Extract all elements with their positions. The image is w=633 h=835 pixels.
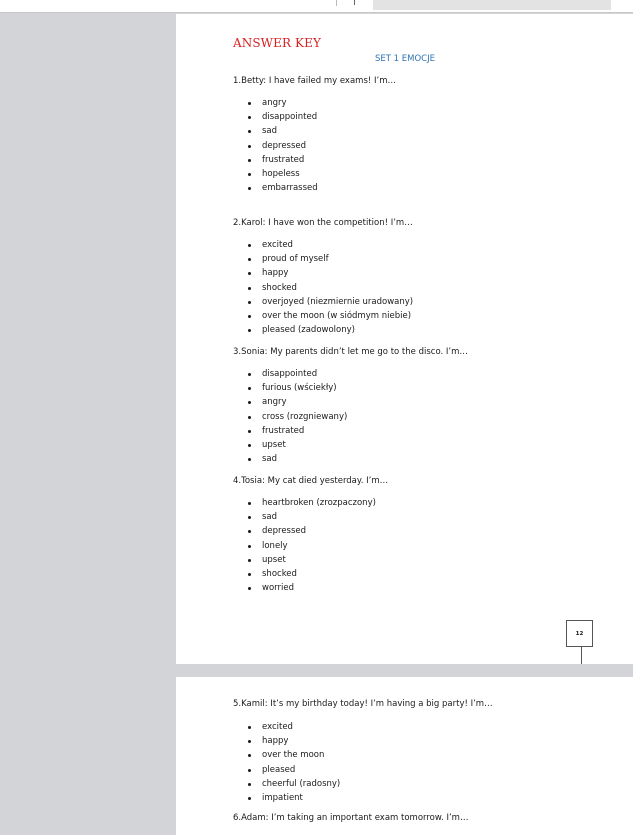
answer-list-2 xyxy=(233,238,413,337)
list-item: lonely xyxy=(233,539,376,553)
list-item: upset xyxy=(233,438,347,452)
list-item: disappointed xyxy=(233,367,347,381)
answer-list-1 xyxy=(233,96,318,195)
list-item: shocked xyxy=(233,281,413,295)
answer-key-heading: ANSWER KEY xyxy=(233,36,321,50)
list-item: impatient xyxy=(233,791,340,805)
document-page-1 xyxy=(176,14,633,664)
list-item: worried xyxy=(233,581,376,595)
list-item: sad xyxy=(233,124,318,138)
answer-list-3 xyxy=(233,367,347,466)
set-title: SET 1 EMOCJE xyxy=(375,54,435,64)
list-item: sad xyxy=(233,452,347,466)
list-item: proud of myself xyxy=(233,252,413,266)
list-item: cheerful (radosny) xyxy=(233,777,340,791)
question-2: 2.Karol: I have won the competition! I’m… xyxy=(233,218,413,228)
list-item: furious (wściekły) xyxy=(233,381,347,395)
question-6: 6.Adam: I’m taking an important exam tomorrow. I’m… xyxy=(233,813,469,823)
viewer-toolbar xyxy=(0,0,633,13)
list-item: overjoyed (niezmiernie uradowany) xyxy=(233,295,413,309)
list-item: pleased (zadowolony) xyxy=(233,323,413,337)
list-item: angry xyxy=(233,395,347,409)
list-item: sad xyxy=(233,510,376,524)
list-item: happy xyxy=(233,734,340,748)
list-item: heartbroken (zrozpaczony) xyxy=(233,496,376,510)
list-item: happy xyxy=(233,266,413,280)
document-page-2 xyxy=(176,677,633,835)
list-item: frustrated xyxy=(233,153,318,167)
list-item: depressed xyxy=(233,524,376,538)
list-item: hopeless xyxy=(233,167,318,181)
list-item: excited xyxy=(233,238,413,252)
list-item: excited xyxy=(233,720,340,734)
list-item: upset xyxy=(233,553,376,567)
list-item: depressed xyxy=(233,139,318,153)
list-item: frustrated xyxy=(233,424,347,438)
list-item: disappointed xyxy=(233,110,318,124)
question-4: 4.Tosia: My cat died yesterday. I’m… xyxy=(233,476,389,486)
list-item: embarrassed xyxy=(233,181,318,195)
toolbar-field[interactable] xyxy=(373,0,611,10)
list-item: pleased xyxy=(233,763,340,777)
page-number-connector xyxy=(581,647,582,664)
list-item: over the moon (w siódmym niebie) xyxy=(233,309,413,323)
answer-list-4 xyxy=(233,496,376,595)
page-number-box: 12 xyxy=(566,620,593,647)
answer-list-5 xyxy=(233,720,340,805)
list-item: angry xyxy=(233,96,318,110)
list-item: shocked xyxy=(233,567,376,581)
question-3: 3.Sonia: My parents didn’t let me go to the disco. I’m… xyxy=(233,347,468,357)
list-item: cross (rozgniewany) xyxy=(233,410,347,424)
question-1: 1.Betty: I have failed my exams! I’m… xyxy=(233,76,396,86)
question-5: 5.Kamil: It’s my birthday today! I’m having a big party! I’m… xyxy=(233,699,493,709)
toolbar-separator xyxy=(336,0,337,6)
list-item: over the moon xyxy=(233,748,340,762)
toolbar-cursor-mark xyxy=(354,0,355,5)
